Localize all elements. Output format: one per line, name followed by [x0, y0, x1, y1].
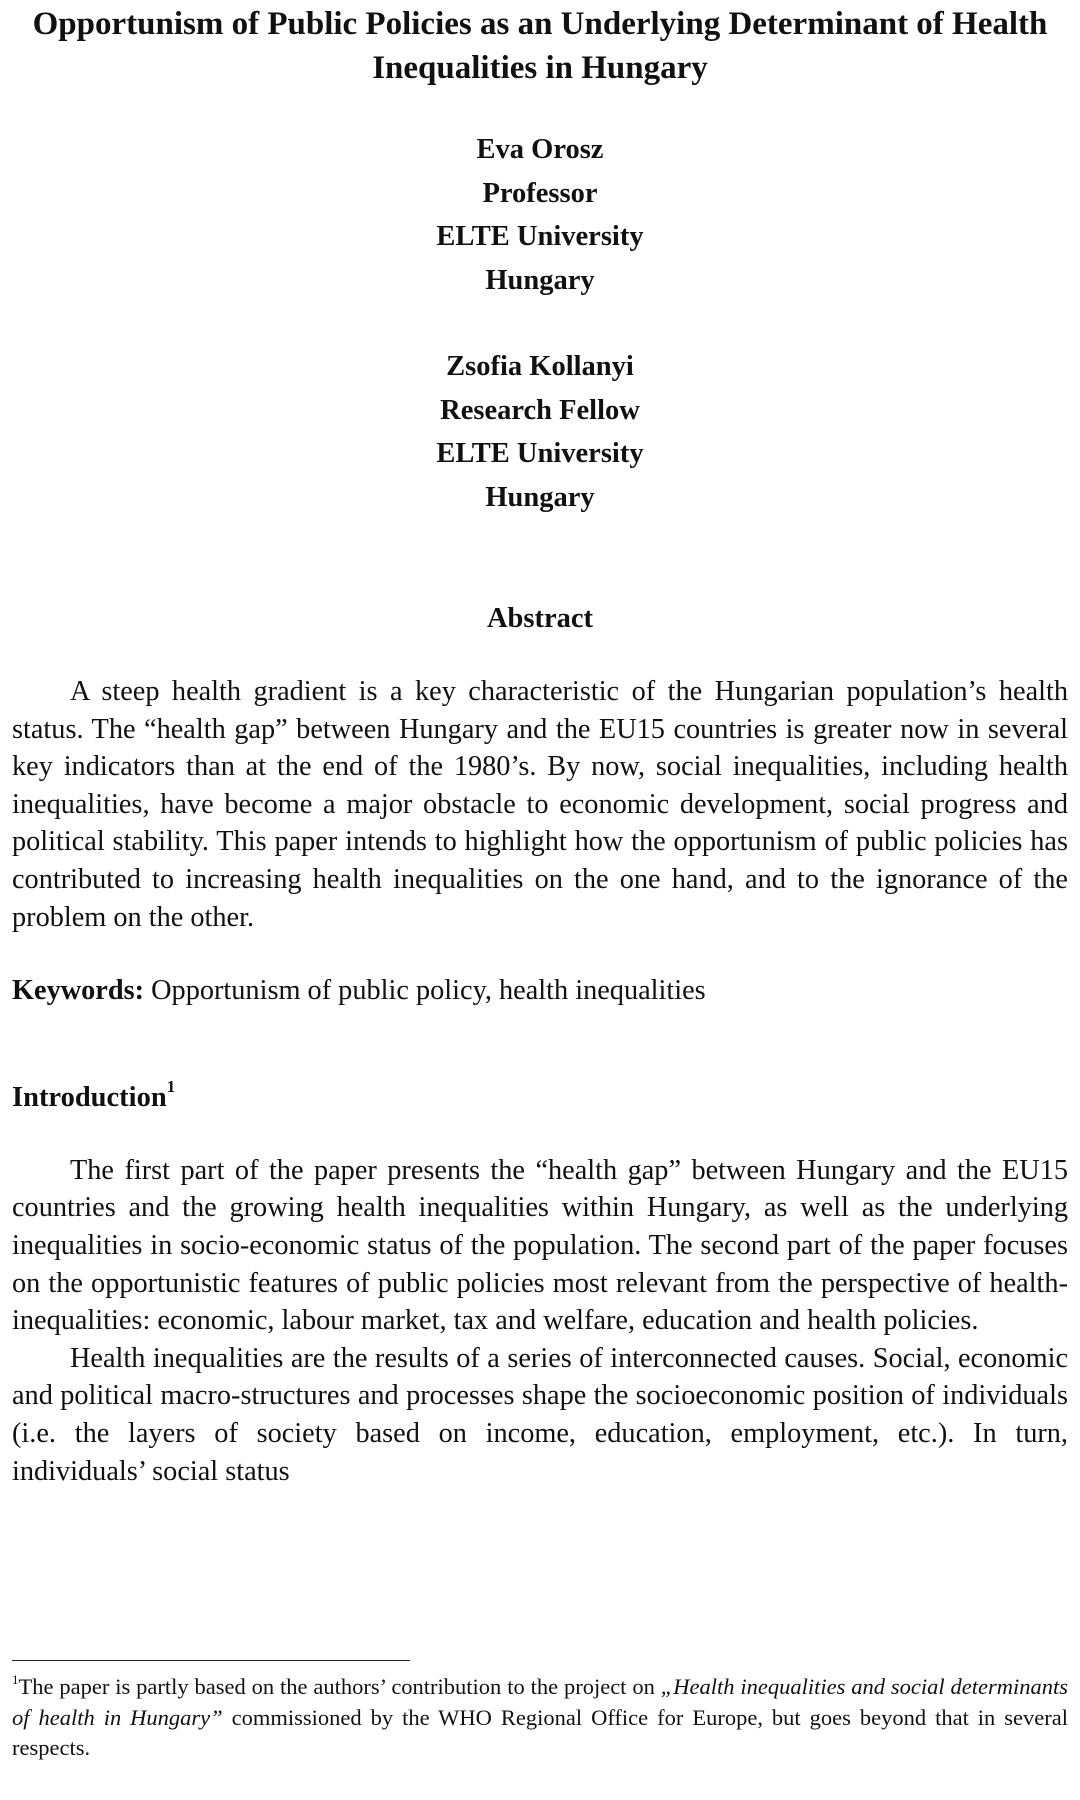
author-position: Professor — [482, 177, 598, 209]
introduction-heading-text: Introduction — [12, 1081, 167, 1113]
author-affiliation: ELTE University — [436, 221, 644, 252]
author-block-2 — [12, 345, 1068, 519]
keywords-line — [12, 972, 1068, 1010]
footnote-text-after: commissioned by the WHO Regional Office for Europe, but goes beyond that in several respects. — [12, 1704, 1068, 1760]
footnote-mark: 1 — [12, 1671, 19, 1687]
author-country: Hungary — [485, 481, 595, 513]
introduction-heading — [12, 1078, 1068, 1118]
footnote-text-before: The paper is partly based on the authors’ contribution to the project on — [18, 1674, 661, 1699]
abstract-paragraph: A steep health gradient is a key characteristic of the Hungarian population’s health status. The “health gap” between Hungary and the EU15 countries is greater now in several key indicators than at the end of the 1980’s. By now, social inequalities, including health inequalities, have become a major obstacle to economic development, social progress and political stability. This paper intends to highlight how the opportunism of public policies has contributed to increasing health inequalities on the one hand, and to the ignorance of the problem on the other. — [12, 676, 1068, 933]
author-position: Research Fellow — [440, 394, 640, 426]
keywords-label: Keywords: — [12, 975, 145, 1007]
keywords-text: Opportunism of public policy, health inequalities — [144, 975, 706, 1007]
footnote-reference[interactable]: 1 — [166, 1077, 176, 1097]
document-page — [12, 0, 1068, 1800]
footnote-italic-title: „Health inequalities and social determinants of health in Hungary” — [12, 1674, 1068, 1730]
introduction-paragraph-1: The first part of the paper presents the “health gap” between Hungary and the EU15 countries and the growing health inequalities within Hungary, as well as the underlying inequalities in socio-economic status of the population. The second part of the paper focuses on the opportunistic features of public policies most relevant from the perspective of health-inequalities: economic, labour market, tax and welfare, education and health policies. — [12, 1154, 1068, 1337]
introduction-paragraph-2: Health inequalities are the results of a series of interconnected causes. Social, economic and political macro-structures and processes shape the socioeconomic position of individuals (i.e. the layers of society based on income, education, employment, etc.). In turn, individuals’ social status — [12, 1342, 1068, 1487]
author-name: Eva Orosz — [476, 134, 604, 165]
author-country: Hungary — [485, 264, 595, 296]
footnote — [12, 1672, 1068, 1764]
author-name: Zsofia Kollanyi — [446, 351, 634, 382]
author-affiliation: ELTE University — [436, 438, 644, 469]
abstract-heading: Abstract — [486, 603, 594, 634]
footnote-divider — [12, 1660, 410, 1661]
paper-title: Opportunism of Public Policies as an Underlying Determinant of Health Inequalities in Hungary — [32, 6, 1048, 86]
author-block-1 — [12, 128, 1068, 302]
